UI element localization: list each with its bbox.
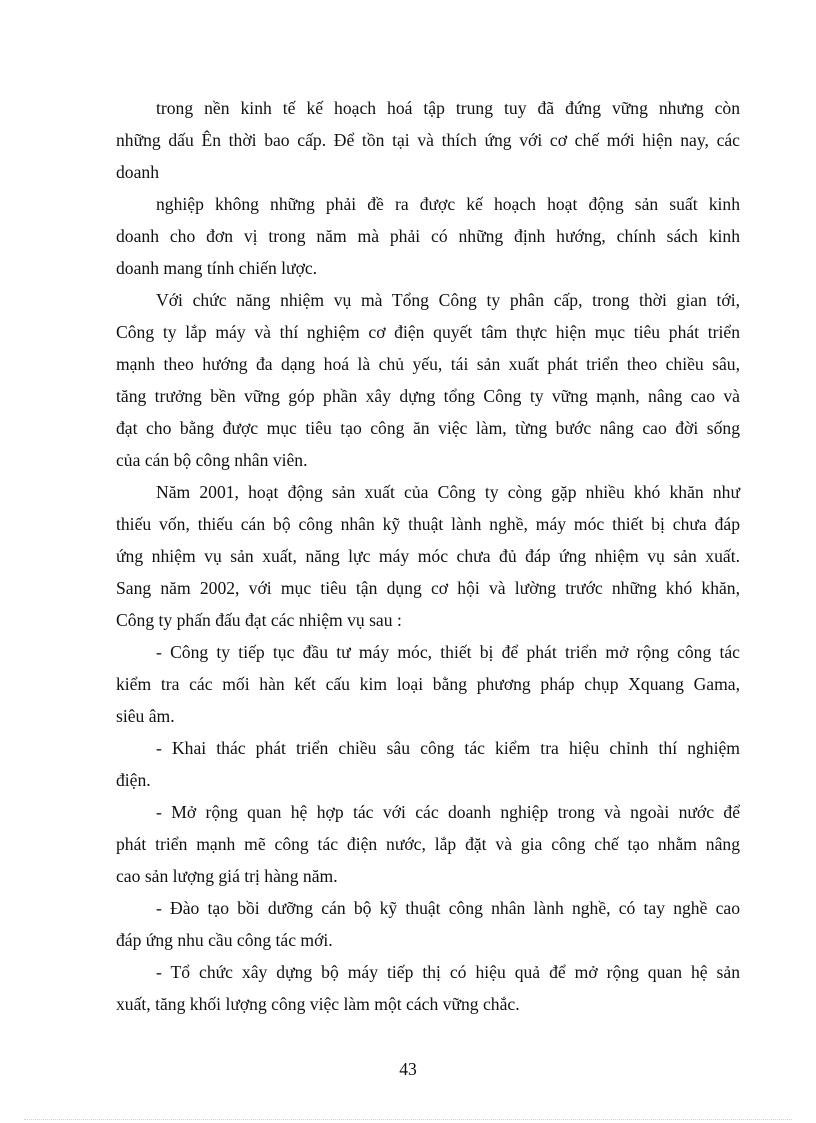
text-line: phát triển mạnh mẽ công tác điện nước, lắp đặt và gia công chế tạo nhằm nâng: [116, 834, 740, 854]
text-line: Sang năm 2002, với mục tiêu tận dụng cơ hội và lường trước những khó khăn,: [116, 578, 740, 598]
text-line: tăng trưởng bền vững góp phần xây dựng tổng Công ty vững mạnh, nâng cao và: [116, 386, 740, 406]
page-number: 43: [399, 1059, 417, 1079]
text-line: Với chức năng nhiệm vụ mà Tổng Công ty phân cấp, trong thời gian tới,: [156, 290, 740, 310]
text-line: xuất, tăng khối lượng công việc làm một cách vững chắc.: [116, 994, 520, 1014]
text-line: trong nền kinh tế kế hoạch hoá tập trung tuy đã đứng vững nhưng còn: [156, 98, 740, 118]
text-line: - Công ty tiếp tục đầu tư máy móc, thiết bị để phát triển mở rộng công tác: [156, 642, 740, 662]
text-line: - Đào tạo bồi dưỡng cán bộ kỹ thuật công nhân lành nghề, có tay nghề cao: [156, 898, 740, 918]
text-line: Năm 2001, hoạt động sản xuất của Công ty còng gặp nhiều khó khăn như: [156, 482, 740, 502]
text-line: đạt cho bằng được mục tiêu tạo công ăn việc làm, từng bước nâng cao đời sống: [116, 418, 740, 438]
text-line: đáp ứng nhu cầu công tác mới.: [116, 930, 333, 950]
text-line: kiểm tra các mối hàn kết cấu kim loại bằng phương pháp chụp Xquang Gama,: [116, 674, 740, 694]
text-line: của cán bộ công nhân viên.: [116, 450, 308, 470]
text-line: Công ty lắp máy và thí nghiệm cơ điện quyết tâm thực hiện mục tiêu phát triển: [116, 322, 740, 342]
text-line: nghiệp không những phải đề ra được kế hoạch hoạt động sản suất kinh: [156, 194, 740, 214]
page-bottom-divider: [24, 1119, 792, 1120]
text-line: - Tổ chức xây dựng bộ máy tiếp thị có hiệu quả để mở rộng quan hệ sản: [156, 962, 740, 982]
text-line: điện.: [116, 770, 151, 790]
text-line: - Khai thác phát triển chiều sâu công tác kiểm tra hiệu chỉnh thí nghiệm: [156, 738, 740, 758]
text-line: Công ty phấn đấu đạt các nhiệm vụ sau :: [116, 610, 402, 630]
text-line: thiếu vốn, thiếu cán bộ công nhân kỹ thuật lành nghề, máy móc thiết bị chưa đáp: [116, 514, 740, 534]
text-line: mạnh theo hướng đa dạng hoá là chủ yếu, tái sản xuất phát triển theo chiều sâu,: [116, 354, 740, 374]
text-line: những dấu Ên thời bao cấp. Để tồn tại và thích ứng với cơ chế mới hiện nay, các: [116, 130, 740, 150]
text-line: doanh mang tính chiến lược.: [116, 258, 318, 278]
text-line: siêu âm.: [116, 706, 175, 726]
text-line: doanh: [116, 162, 159, 182]
text-line: cao sản lượng giá trị hàng năm.: [116, 866, 338, 886]
text-line: ứng nhiệm vụ sản xuất, năng lực máy móc chưa đủ đáp ứng nhiệm vụ sản xuất.: [116, 546, 740, 566]
text-line: doanh cho đơn vị trong năm mà phải có những định hướng, chính sách kinh: [116, 226, 740, 246]
text-line: - Mở rộng quan hệ hợp tác với các doanh nghiệp trong và ngoài nước để: [156, 802, 740, 822]
